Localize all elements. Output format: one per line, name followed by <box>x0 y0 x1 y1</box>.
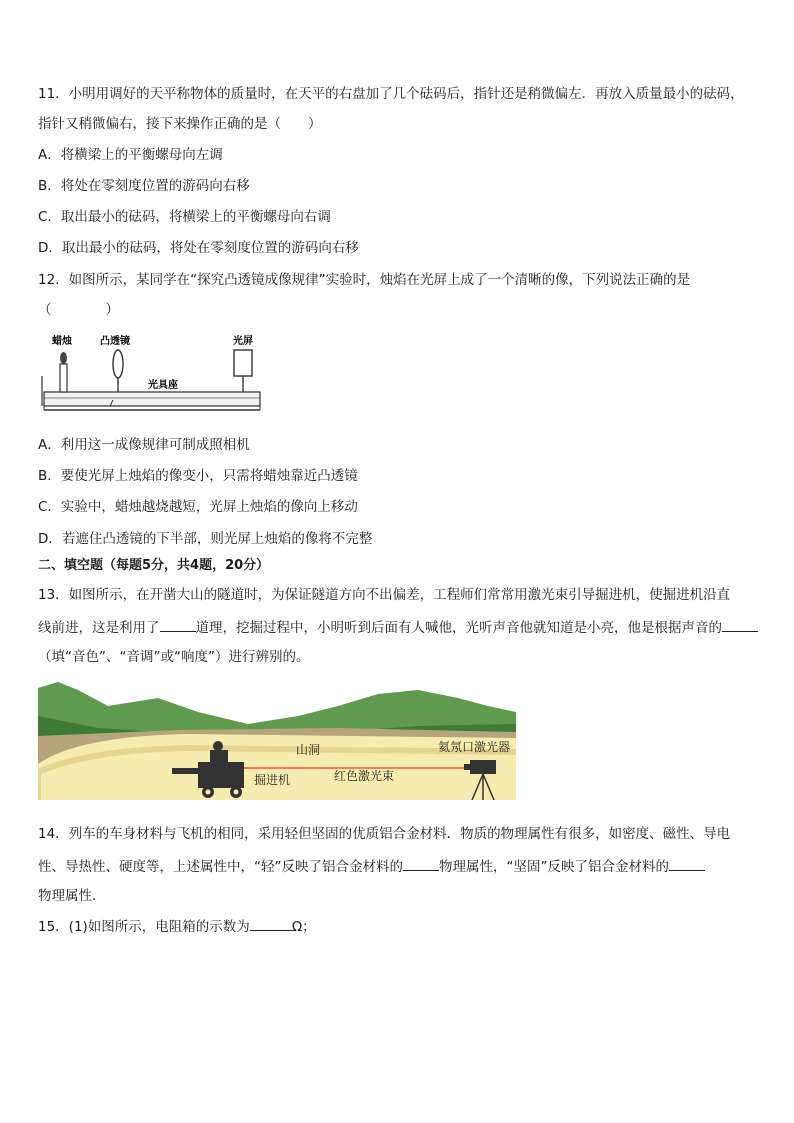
candle <box>60 364 67 392</box>
q14-stem-line1: 14．列车的车身材料与飞机的相同，采用轻但坚固的优质铝合金材料．物质的物理属性有很多，如密度、磁性、导电 <box>38 826 731 842</box>
machine-label: 掘进机 <box>254 773 291 787</box>
q13-blank-1[interactable] <box>160 617 196 632</box>
q13-text-b: 道理，挖掘过程中，小明听到后面有人喊他，光听声音他就知道是小亮，他是根据声音的 <box>195 620 722 636</box>
beam-label: 红色激光束 <box>334 769 395 783</box>
bench-label: 光具座 <box>148 380 178 391</box>
lens-label: 凸透镜 <box>100 336 130 347</box>
light-screen <box>234 350 252 376</box>
q14-stem-line3: 物理属性． <box>38 888 106 904</box>
section-title: 二、填空题（每题5分，共4题，20分） <box>38 558 270 573</box>
q14-stem-line2 <box>38 856 705 877</box>
q14-text-a: 性、导热性、硬度等，上述属性中，“轻”反映了铝合金材料的 <box>38 859 403 875</box>
q11-option-d: D．取出最小的砝码，将处在零刻度位置的游码向右移 <box>38 240 359 256</box>
q12-option-b: B．要使光屏上烛焰的像变小，只需将蜡烛靠近凸透镜 <box>38 468 358 484</box>
screen-label: 光屏 <box>233 336 253 347</box>
cave-label: 山洞 <box>296 743 321 757</box>
q13-text-a: 线前进，这是利用了 <box>38 620 160 636</box>
q13-blank-2[interactable] <box>722 617 758 632</box>
q11-option-a: A．将横梁上的平衡螺母向左调 <box>38 147 223 163</box>
candle-label: 蜡烛 <box>52 336 72 347</box>
q12-option-d: D．若遮住凸透镜的下半部，则光屏上烛焰的像将不完整 <box>38 531 373 547</box>
tunnel-laser-figure <box>38 676 516 800</box>
convex-lens <box>113 350 123 378</box>
q12-stem-line2: （ ） <box>38 302 119 318</box>
q14-blank-2[interactable] <box>669 856 705 871</box>
q12-option-a: A．利用这一成像规律可制成照相机 <box>38 437 250 453</box>
q13-stem-line3: （填“音色”、“音调”或“响度”）进行辨别的。 <box>38 649 310 665</box>
q12-stem-line1: 12．如图所示，某同学在“探究凸透镜成像规律”实验时，烛焰在光屏上成了一个清晰的像，下列说法正确的是 <box>38 272 691 288</box>
q11-stem-line1: 11．小明用调好的天平称物体的质量时，在天平的右盘加了几个砝码后，指针还是稍微偏左．再放入质量最小的砝码， <box>38 86 744 102</box>
q14-blank-1[interactable] <box>403 856 439 871</box>
q13-stem-line1: 13．如图所示，在开凿大山的隧道时，为保证隧道方向不出偏差，工程师们常常用激光束引导掘进机，使掘进机沿直 <box>38 587 731 603</box>
q15-stem-line1 <box>38 916 316 937</box>
q12-option-c: C．实验中，蜡烛越烧越短，光屏上烛焰的像向上移动 <box>38 499 358 515</box>
q15-blank-1[interactable] <box>250 916 292 931</box>
laser-label: 氦氖口激光器 <box>438 740 511 754</box>
q15-text-a: 15．(1)如图所示，电阻箱的示数为 <box>38 919 250 935</box>
q11-option-c: C．取出最小的砝码，将横梁上的平衡螺母向右调 <box>38 209 331 225</box>
q14-text-b: 物理属性，“坚固”反映了铝合金材料的 <box>439 859 669 875</box>
q11-option-b: B．将处在零刻度位置的游码向右移 <box>38 178 250 194</box>
q15-text-b: Ω； <box>291 919 316 935</box>
flame-icon <box>60 352 67 364</box>
q13-stem-line2 <box>38 617 758 638</box>
q11-stem-line2: 指针又稍微偏右，接下来操作正确的是（ ） <box>38 116 322 132</box>
optical-bench-figure <box>38 330 263 418</box>
